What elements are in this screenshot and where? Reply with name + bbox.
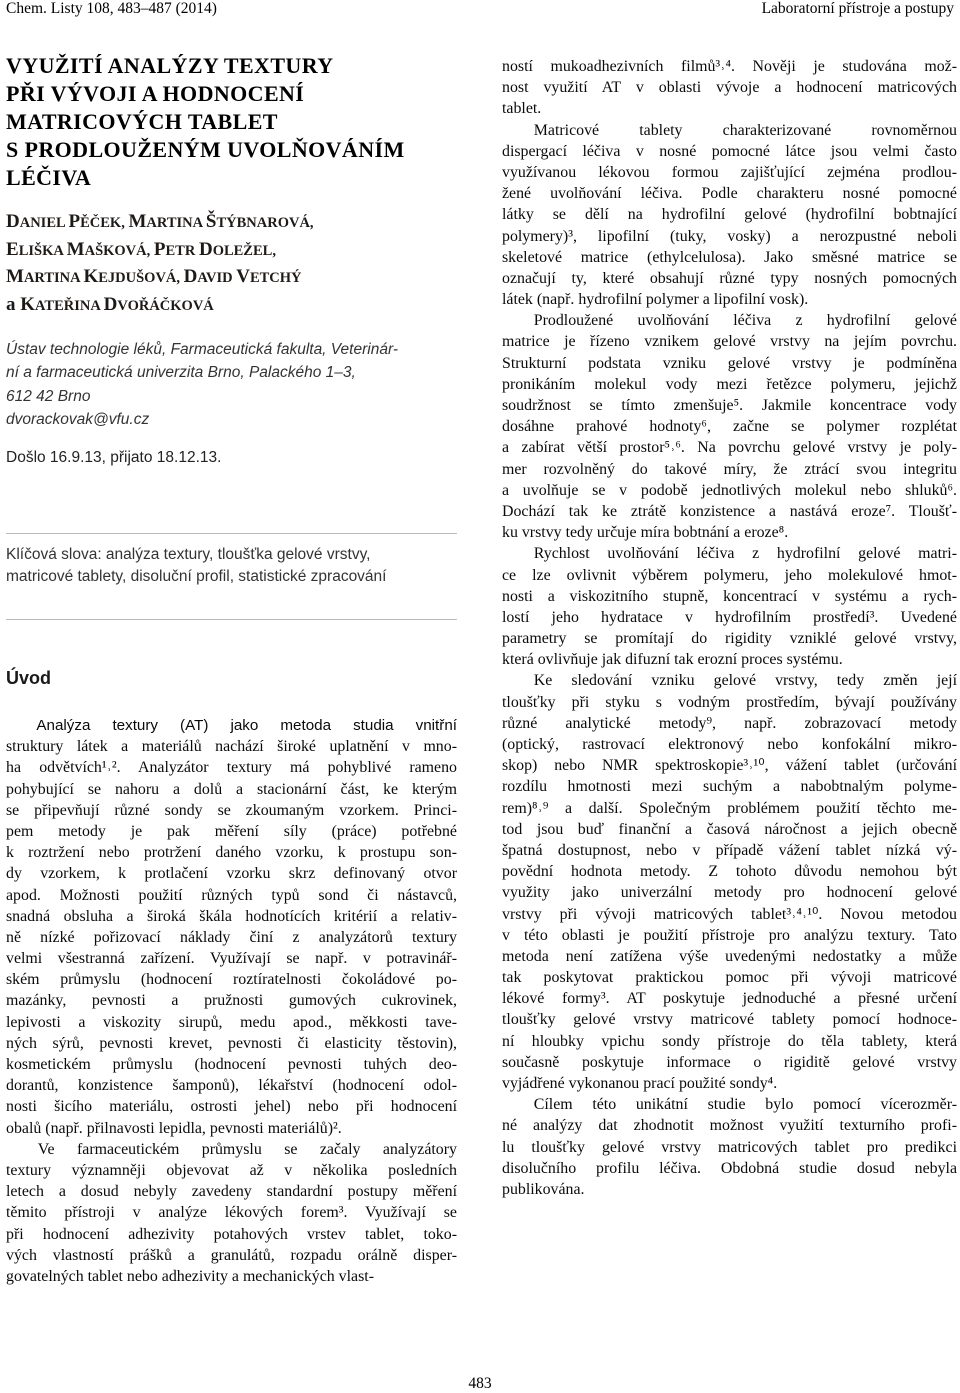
- author-text: K: [20, 293, 36, 315]
- author-text: D: [183, 266, 198, 287]
- text-line: Strukturní podstata vzniku gelové vrstvy je podmíněna: [502, 354, 957, 372]
- text-line: se připevňují různé sondy se zkoumaným vzorkem. Princi-: [6, 801, 457, 819]
- affiliation-line: ní a farmaceutická univerzita Brno, Palackého 1–3,: [6, 364, 356, 382]
- text-line: lepivosti a viskozity sirupů, medu apod., měkkosti tave-: [6, 1013, 457, 1031]
- text-line: Matricové tablety charakterizované rovnoměrnou: [502, 121, 957, 139]
- text-line: mazánky, pevnosti a pružnosti gumových cukrovinek,: [6, 992, 457, 1010]
- text-line: rozdílu hmotnosti mezi suchým a nabobtnalým polyme-: [502, 778, 957, 796]
- author-text: LIŠKA: [18, 242, 67, 259]
- author-text: VOŘÁČKOVÁ: [117, 297, 214, 314]
- text-line: dosáhne prahové hodnoty⁶, začne se polymer rozplétat: [502, 418, 957, 436]
- text-line: metoda není zatížena výše uvedenými nedostatky a může: [502, 947, 957, 965]
- contact-email: dvorackovak@vfu.cz: [6, 411, 150, 429]
- text-line: v této oblasti je použití přístroje pro analýzu textury. Tato: [502, 926, 957, 944]
- keywords-line: matricové tablety, disoluční profil, statistické zpracování: [6, 567, 387, 585]
- running-header: [0, 0, 960, 18]
- section-heading: Úvod: [6, 668, 51, 688]
- text-line: vých vlastností prášků a granulátů, rozpadu orálně disper-: [6, 1246, 457, 1264]
- text-line: Rychlost uvolňování léčiva z hydrofilní gelové matri-: [502, 545, 957, 563]
- text-line: Analýza textury (AT) jako metoda studia vnitřní: [6, 717, 457, 734]
- affiliation: [6, 338, 457, 432]
- text-line: ském průmyslu (hodnocení roztíratelnosti čokoládové po-: [6, 971, 457, 989]
- text-line: polymery)³, lipofilní (tuky, vosky) a nerozpustné neboli: [502, 227, 957, 245]
- text-line: mer rozvolněný do takové míry, že ztrácí svou integritu: [502, 460, 957, 478]
- text-line: vrstvy při vývoji matricových tablet³˒⁴˒¹⁰. Novou metodou: [502, 905, 957, 923]
- author-text: D: [6, 211, 20, 232]
- text-line: při hodnocení adhezivity potahových vrstev tablet, toko-: [6, 1225, 457, 1243]
- text-line: nosti a viskozitního stupně, koncentrací v systému a rych-: [502, 587, 957, 605]
- author-text: ETCHÝ: [249, 270, 302, 286]
- title-line: VYUŽITÍ ANALÝZY TEXTURY: [6, 53, 334, 78]
- author-text: a: [6, 293, 21, 315]
- text-line: dispergací léčiva v nosné pomocné látce jsou velmi často: [502, 142, 957, 160]
- author-text: ĚČEK,: [80, 215, 129, 231]
- text-line: ní hloubky vpichu sondy přístroje do těla tablety, která: [502, 1032, 957, 1050]
- affiliation-line: Ústav technologie léků, Farmaceutická fakulta, Veterinár-: [6, 341, 398, 358]
- text-line: parametry se promítají do rigidity vzniklé gelové vrstvy,: [502, 630, 957, 648]
- author-text: M: [128, 211, 147, 232]
- author-line: [6, 236, 457, 264]
- text-line: skop) nebo NMR spektroskopie³˒¹⁰, vážení tablet (určování: [502, 757, 957, 775]
- author-text: AVID: [197, 270, 237, 286]
- text-line: a zabírat větší prostor⁵˒⁶. Na povrchu gelové vrstvy je poly-: [502, 439, 957, 457]
- author-text: ARTINA: [23, 270, 84, 286]
- divider-top: [6, 533, 457, 534]
- title-line: S PRODLOUŽENÝM UVOLŇOVÁNÍM: [6, 137, 405, 162]
- author-text: P: [68, 211, 81, 232]
- author-text: E: [6, 238, 19, 260]
- text-line: tak poskytovat praktickou pomoc při vývoji matricové: [502, 969, 957, 987]
- text-line: která ovlivňuje jak difuzní tak erozní proces systému.: [502, 651, 843, 669]
- text-line: publikována.: [502, 1180, 585, 1198]
- text-line: disolučního profilu léčiva. Obdobná studie dosud nebyla: [502, 1159, 957, 1177]
- author-line: [6, 263, 457, 291]
- author-line: [6, 291, 457, 319]
- text-line: né analýzy dat zhodnotit možnost využití texturního profi-: [502, 1117, 957, 1135]
- text-line: rem)⁸˒⁹ a další. Společným problémem použití těchto me-: [502, 799, 957, 817]
- text-line: žené uvolňování léčiva. Podle charakteru nosné pomocné: [502, 185, 957, 203]
- author-list: [6, 208, 457, 318]
- text-line: dorantů, konzistence šamponů), lékařství (hodnocení odol-: [6, 1077, 457, 1095]
- text-line: Ve farmaceutickém průmyslu se začaly analyzátory: [6, 1140, 457, 1158]
- text-line: Cílem této unikátní studie bylo pomocí vícerozměr-: [502, 1096, 957, 1114]
- text-line: vyjádřené vykonanou prací použité sondy⁴.: [502, 1075, 778, 1092]
- text-line: současně poskytuje informace o rigiditě gelové vrstvy: [502, 1053, 957, 1071]
- text-line: struktury látek a materiálů nachází široké uplatnění v mno-: [6, 738, 457, 756]
- text-line: ností mukoadhezivních filmů³˒⁴. Nověji je studována mož-: [502, 58, 957, 75]
- article-title: [6, 52, 457, 192]
- text-line: využity jako univerzální metody pro hodnocení gelové: [502, 884, 957, 902]
- author-text: D: [198, 238, 213, 260]
- author-text: Š: [205, 211, 217, 232]
- text-line: letech a dosud nebyly zavedeny standardní postupy měření: [6, 1183, 457, 1201]
- text-line: těmito přístroji v analýze lékových forem³. Využívají se: [6, 1204, 457, 1222]
- author-text: K: [83, 266, 99, 287]
- title-line: MATRICOVÝCH TABLET: [6, 109, 278, 134]
- text-line: lostí jeho hydratace v hydrofilním prostředí³. Uvedené: [502, 608, 957, 626]
- text-line: ce lze ovlivnit výběrem polymeru, jeho molekulové hmot-: [502, 566, 957, 584]
- text-line: označují ty, které obsahují různé typy nosných pomocných: [502, 269, 957, 287]
- text-line: ně nízké pořizovací náklady činí z analyzátorů textury: [6, 928, 457, 946]
- right-body-text: [502, 56, 957, 1200]
- text-line: soudržnost se tímto zmenšuje⁵. Jakmile koncentrace vody: [502, 397, 957, 414]
- text-line: pem metody je pak měření síly (práce) potřebné: [6, 822, 457, 840]
- text-line: k roztržení nebo protržení daného vzorku, k prostupu son-: [6, 844, 457, 862]
- divider-bottom: [6, 619, 457, 620]
- author-text: AŠKOVÁ,: [84, 242, 154, 259]
- title-line: LÉČIVA: [6, 165, 92, 190]
- text-line: textury významněji objevovat až v několika posledních: [6, 1161, 457, 1179]
- text-line: ku vrstvy tedy určuje míra bobtnání a eroze⁸.: [502, 524, 789, 542]
- text-line: Dochází tak ke ztrátě konzistence a nastává eroze⁷. Tloušť-: [502, 502, 957, 520]
- title-line: PŘI VÝVOJI A HODNOCENÍ: [6, 81, 305, 106]
- text-line: skeletové matrice (ethylcelulosa). Jako směsné matrice se: [502, 248, 957, 266]
- author-text: M: [66, 238, 85, 260]
- author-text: ETR: [165, 242, 199, 259]
- text-line: dy vzorkem, k protlačení vzorku skrz definovaný otvor: [6, 865, 457, 883]
- text-line: tloušťky při styku s vodným prostředím, bývají používány: [502, 693, 957, 711]
- text-line: využívanou lékovou formou zajišťující zejména prodlou-: [502, 163, 957, 181]
- author-text: OLEŽEL,: [212, 242, 276, 259]
- text-line: pohybující se nahoru a dolů a stacionární část, ke kterým: [6, 780, 457, 798]
- left-column: [6, 52, 457, 468]
- text-line: pronikáním molekul vody mezi řetězce polymeru, jejichž: [502, 375, 957, 393]
- text-line: látky se dělí na hydrofilní gelové (hydrofilní bobtnající: [502, 206, 957, 224]
- text-line: (optický, rastrovací elektronový nebo konfokální mikro-: [502, 736, 957, 753]
- keywords-line: Klíčová slova: analýza textury, tloušťka gelové vrstvy,: [6, 546, 371, 563]
- page-number: 483: [468, 1375, 492, 1392]
- text-line: tablet.: [502, 100, 542, 118]
- text-line: matrice je řízeno vznikem gelové vrstvy na jejím povrchu.: [502, 333, 957, 351]
- affiliation-line: 612 42 Brno: [6, 387, 91, 405]
- author-text: ANIEL: [19, 215, 69, 231]
- text-line: tod jsou buď finanční a časová náročnost a jejich obecně: [502, 820, 957, 838]
- text-line: obalů (např. přilnavosti lepidla, pevnosti materiálů)².: [6, 1119, 342, 1137]
- text-line: lékové formy³. AT poskytuje jednoduché a přesné určení: [502, 990, 957, 1008]
- text-line: povědní hodnota metody. Z tohoto důvodu nemohou být: [502, 863, 957, 881]
- author-text: TÝBNAROVÁ,: [216, 215, 314, 231]
- journal-citation: Chem. Listy 108, 483–487 (2014): [6, 0, 217, 17]
- author-text: ARTINA: [146, 215, 206, 231]
- text-line: a uvolňuje se v podobě jednotlivých molekul nebo shluků⁶.: [502, 481, 957, 499]
- author-text: EJDUŠOVÁ,: [98, 270, 184, 286]
- author-text: V: [236, 266, 250, 287]
- text-line: nosti šicího materiálu, ostrosti jehel) nebo při hodnocení: [6, 1098, 457, 1116]
- text-line: kosmetickém průmyslu (hodnocení pevnosti tuhých deo-: [6, 1056, 457, 1073]
- text-line: velmi všestranná zařízení. Využívají se např. v potravinář-: [6, 950, 457, 968]
- text-line: govatelných tablet nebo adhezivity a mechanických vlast-: [6, 1267, 374, 1285]
- text-line: Ke sledování vzniku gelové vrstvy, tedy změn její: [502, 672, 957, 690]
- text-line: snadná obsluha a široká škála hodnotících kritérií a relativ-: [6, 907, 457, 925]
- left-body-text: [6, 715, 457, 1287]
- received-dates: Došlo 16.9.13, přijato 18.12.13.: [6, 448, 222, 466]
- text-line: špatná dostupnost, nebo v případě vážení tablet nízká vý-: [502, 841, 957, 859]
- text-line: apod. Možnosti použití různých typů sond či nástavců,: [6, 886, 457, 904]
- author-text: P: [153, 238, 166, 260]
- section-label: Laboratorní přístroje a postupy: [761, 0, 954, 17]
- text-line: tloušťky gelové vrstvy matricové tablety pomocí hodnoce-: [502, 1011, 957, 1029]
- text-line: různé analytické metody⁹, např. zobrazovací metody: [502, 714, 957, 732]
- author-text: D: [103, 293, 118, 315]
- keywords: [6, 544, 457, 587]
- text-line: ných sýrů, pevnosti krevet, pevnosti či elasticity těstovin),: [6, 1034, 457, 1052]
- author-line: [6, 208, 457, 236]
- text-line: nost využití AT v oblasti vývoje a hodnocení matricových: [502, 79, 957, 97]
- text-line: Prodloužené uvolňování léčiva z hydrofilní gelové: [502, 312, 957, 330]
- text-line: látek (např. hydrofilní polymer a lipofilní vosk).: [502, 291, 809, 309]
- author-text: M: [6, 266, 24, 287]
- text-line: ha odvětvích¹˒². Analyzátor textury má pohyblivé rameno: [6, 759, 457, 777]
- author-text: ATEŘINA: [35, 297, 104, 314]
- text-line: lu tloušťky gelové vrstvy matricových tablet pro predikci: [502, 1138, 957, 1156]
